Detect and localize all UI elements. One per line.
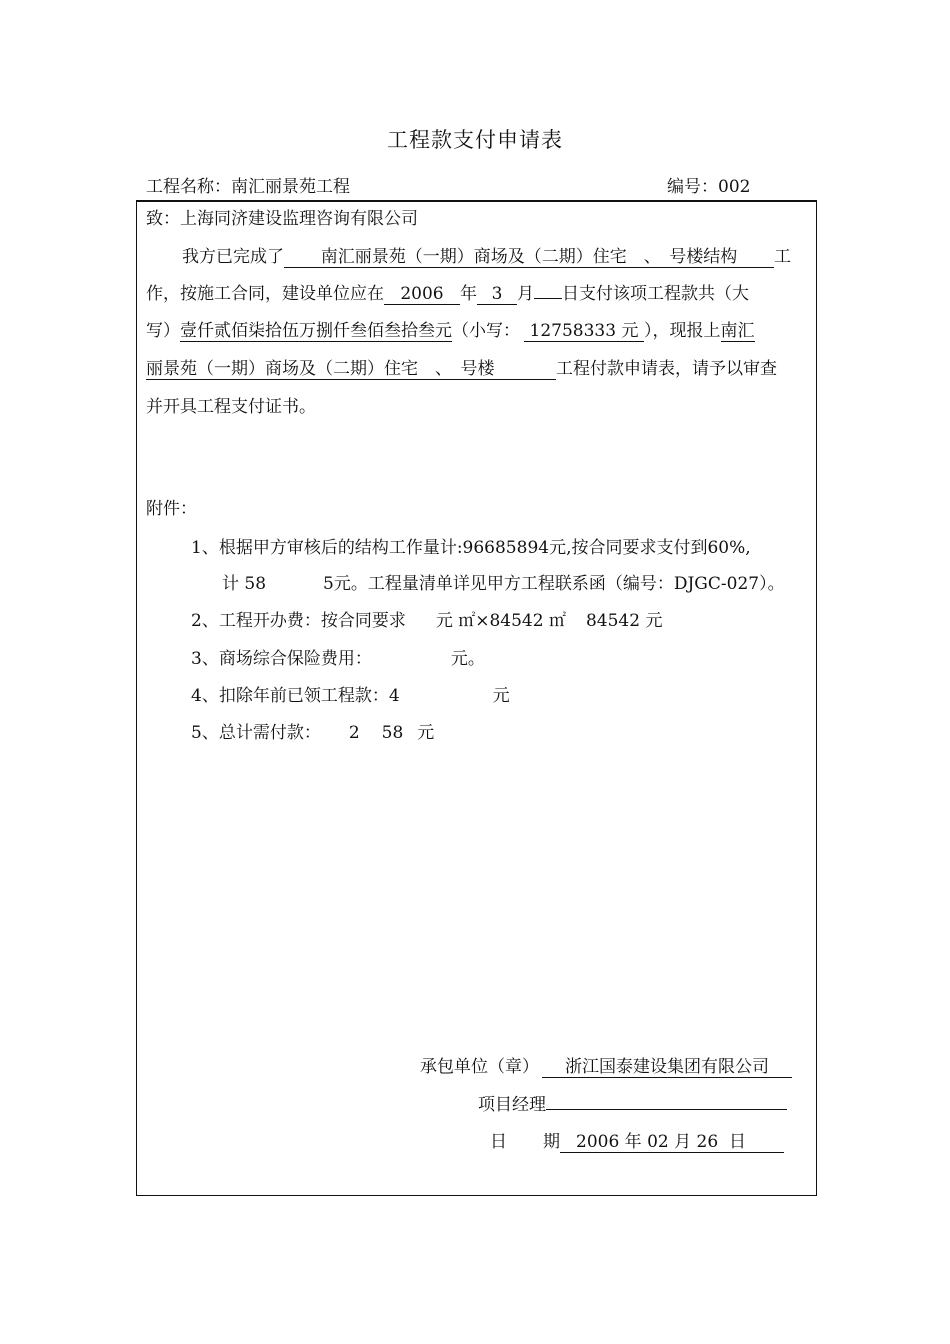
body-line-3 [146,316,810,342]
work-item-field[interactable]: 南汇丽景苑（一期）商场及（二期）住宅 、 号楼结构 [284,247,774,268]
body-text: （小写： [452,321,520,341]
report-project-b[interactable]: 丽景苑（一期）商场及（二期）住宅 、 号楼 [146,354,556,380]
date-label: 期 [543,1132,560,1152]
date-month-label: 月 [674,1132,692,1152]
date-year: 2006 [576,1132,620,1152]
date-label: 日 [490,1132,507,1152]
body-text: 日支付该项工程款共（大 [562,284,749,304]
attachment-text: 58 [381,723,404,743]
date-row [490,1127,784,1153]
manager-row [478,1090,787,1115]
attachment-text: 84542 元 [585,611,663,631]
amount-unit: 元 [621,321,639,341]
body-text: ），现报上 [644,321,721,341]
date-field[interactable] [560,1132,784,1153]
attachment-4 [191,681,855,706]
body-text: 并开具工程支付证书。 [146,397,316,417]
date-year-label: 年 [624,1132,642,1152]
attachment-text: 元。 [450,649,485,669]
body-text: 作，按施工合同，建设单位应在 [146,284,384,304]
project-name-row [146,172,350,197]
year-field[interactable]: 2006 [384,284,460,305]
body-line-5 [146,392,810,417]
amount-in-figures[interactable] [524,321,644,342]
body-line-2 [146,279,810,305]
attachments-heading: 附件： [146,499,197,519]
date-day: 26 [696,1132,719,1152]
attachment-text: 计 58 [222,574,267,594]
manager-label: 项目经理 [478,1095,546,1115]
body-line-1 [182,242,846,268]
form-number-value: 002 [718,177,751,197]
attachment-text: 5、总计需付款： [191,723,321,743]
attachment-5 [191,718,855,743]
form-number-row [667,172,750,197]
body-text: 年 [460,284,477,304]
attachment-text: 2 [348,723,360,743]
attachment-1: 1、根据甲方审核后的结构工作量计:96685894元,按合同要求支付到60%, [191,538,751,558]
addressee-label: 致： [146,209,180,229]
attachment-text: 5元。工程量清单详见甲方工程联系函（编号：DJGC-027）。 [323,574,785,594]
attachment-text: 元 [492,686,510,706]
attachment-1-cont [222,569,886,594]
amount-in-words[interactable]: 壹仟贰佰柒拾伍万捌仟叁佰叁拾叁元 [180,321,452,341]
attachment-text: 元 ㎡×84542 ㎡ [435,611,566,631]
attachment-text: 2、工程开办费：按合同要求 [191,611,406,631]
date-day-label: 日 [728,1132,746,1152]
attachment-2 [191,606,855,631]
attachment-text: 4、扣除年前已领工程款：4 [191,686,400,706]
month-field[interactable]: 3 [477,284,517,305]
contractor-label: 承包单位（章） [420,1057,539,1077]
page-title: 工程款支付申请表 [387,128,563,152]
manager-signature-field[interactable] [546,1109,787,1110]
attachment-text: 元 [417,723,435,743]
report-project-a[interactable]: 南汇 [720,321,755,341]
day-field[interactable] [534,298,562,299]
contractor-row [420,1052,792,1078]
body-line-4 [146,354,810,380]
project-name-label: 工程名称： [146,177,231,197]
attachment-3 [191,644,855,669]
attachment-text: 3、商场综合保险费用： [191,649,372,669]
amount-number: 12758333 [529,321,617,341]
date-month: 02 [647,1132,669,1152]
form-number-label: 编号： [667,177,718,197]
body-text: 月 [517,284,534,304]
addressee-row [146,204,810,229]
body-text: 工 [774,247,791,267]
addressee-name: 上海同济建设监理咨询有限公司 [180,209,418,229]
body-text: 我方已完成了 [182,247,284,267]
contractor-name[interactable]: 浙江国泰建设集团有限公司 [542,1057,792,1078]
body-text: 写） [146,321,180,341]
project-name-value: 南汇丽景苑工程 [231,177,350,197]
body-text: 工程付款申请表，请予以审查 [556,359,777,379]
